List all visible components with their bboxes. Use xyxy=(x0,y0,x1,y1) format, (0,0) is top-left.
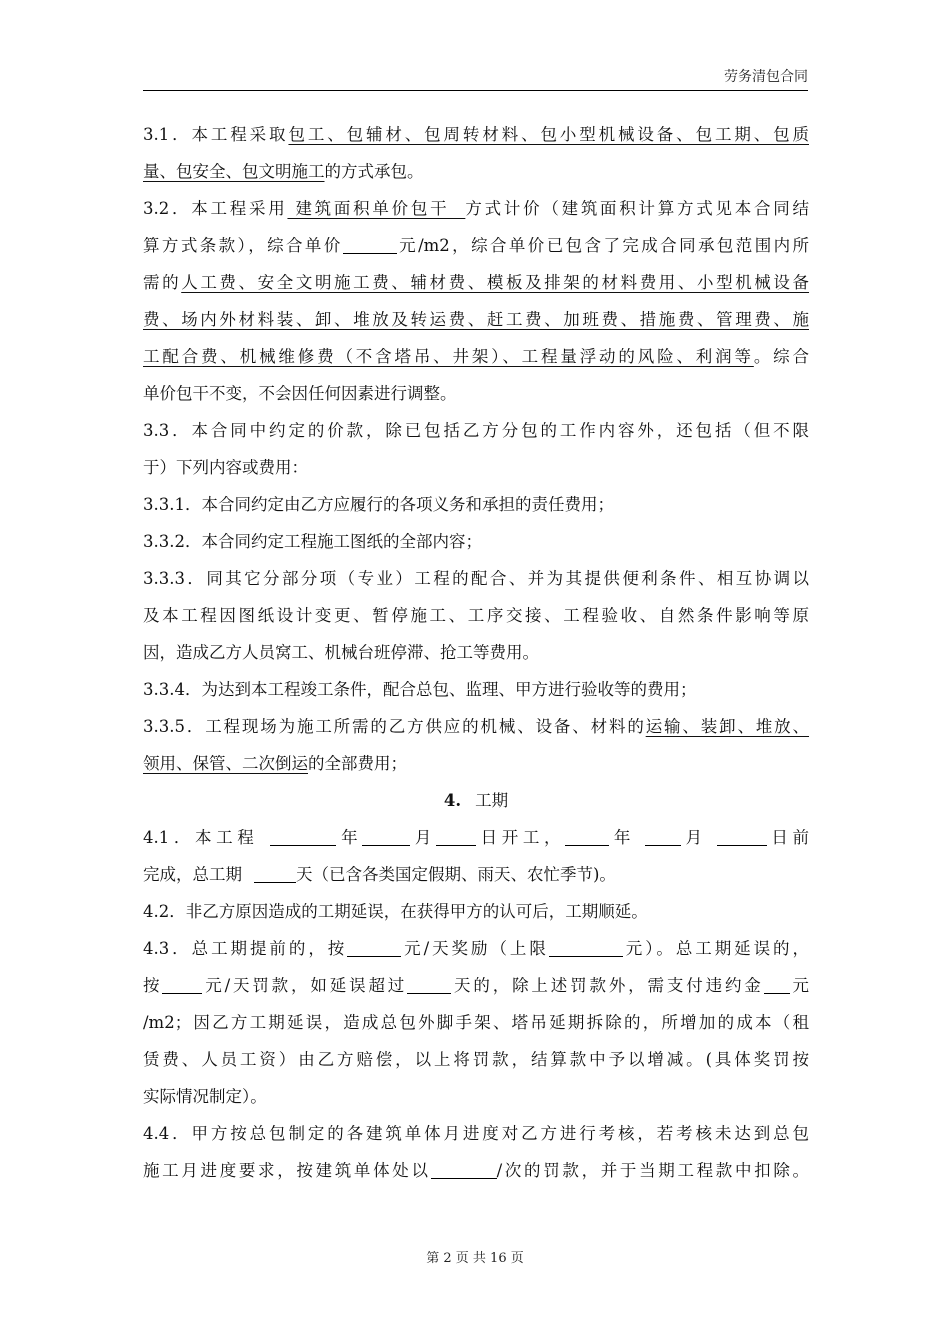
clause-3-2-line-2: 算方式条款），综合单价 元/m2，综合单价已包含了完成合同承包范围内所 xyxy=(143,236,810,255)
section-4-heading: 4. 工期 xyxy=(443,791,509,810)
end-month-blank xyxy=(645,827,681,846)
start-month-blank xyxy=(362,827,410,846)
clause-3-2-line-4: 费、场内外材料装、卸、堆放及转运费、赶工费、加班费、措施费、管理费、施 xyxy=(143,310,809,329)
clause-3-3-line-2: 于）下列内容或费用： xyxy=(143,458,308,477)
end-year-blank xyxy=(565,827,609,846)
clause-4-3-line-2: 按 元/天罚款，如延误超过 天的，除上述罚款外，需支付违约金 元 xyxy=(143,976,810,995)
clause-4-4-line-2: 施工月进度要求，按建筑单体处以 /次的罚款，并于当期工程款中扣除。 xyxy=(143,1161,810,1180)
clause-3-2-line-1: 3.2．本工程采用 建筑面积单价包干 方式计价（建筑面积计算方式见本合同结 xyxy=(143,199,809,218)
clause-4-3-line-5: 实际情况制定）。 xyxy=(143,1087,267,1106)
penalty-per-day-blank xyxy=(162,975,202,994)
start-year-blank xyxy=(270,827,336,846)
document-body xyxy=(143,116,809,1189)
clause-4-1-line-2: 完成，总工期 天（已含各类国定假期、雨天、农忙季节)。 xyxy=(143,865,616,884)
clause-4-4-line-1: 4.4．甲方按总包制定的各建筑单体月进度对乙方进行考核，若考核未达到总包 xyxy=(143,1124,809,1143)
clause-3-3-1: 3.3.1．本合同约定由乙方应履行的各项义务和承担的责任费用； xyxy=(143,495,614,514)
clause-3-3-3-line-1: 3.3.3．同其它分部分项（专业）工程的配合、并为其提供便利条件、相互协调以 xyxy=(143,569,810,588)
reward-per-day-blank xyxy=(347,938,401,957)
clause-3-2-line-5: 工配合费、机械维修费（不含塔吊、井架）、工程量浮动的风险、利润等。综合 xyxy=(143,347,810,366)
clause-3-3-4: 3.3.4．为达到本工程竣工条件，配合总包、监理、甲方进行验收等的费用； xyxy=(143,680,697,699)
clause-3-3-5-line-1: 3.3.5．工程现场为施工所需的乙方供应的机械、设备、材料的运输、装卸、堆放、 xyxy=(143,717,810,736)
total-duration-blank xyxy=(254,864,296,883)
clause-3-2-line-6: 单价包干不变，不会因任何因素进行调整。 xyxy=(143,384,457,403)
end-day-blank xyxy=(717,827,767,846)
clause-3-3-3-line-3: 因，造成乙方人员窝工、机械台班停滞、抢工等费用。 xyxy=(143,643,539,662)
clause-4-1-line-1: 4.1．本工程 年 月 日开工， 年 月 日前 xyxy=(143,828,810,847)
clause-4-3-line-1: 4.3．总工期提前的，按 元/天奖励（上限 元）。总工期延误的， xyxy=(143,939,810,958)
clause-3-3-2: 3.3.2．本合同约定工程施工图纸的全部内容； xyxy=(143,532,482,551)
start-day-blank xyxy=(436,827,476,846)
reward-cap-blank xyxy=(549,938,623,957)
delay-days-blank xyxy=(407,975,451,994)
clause-3-1-line-2: 量、包安全、包文明施工的方式承包。 xyxy=(143,162,424,181)
clause-3-2-line-3: 需的人工费、安全文明施工费、辅材费、模板及排架的材料费用、小型机械设备 xyxy=(143,273,810,292)
unit-price-blank xyxy=(343,235,397,254)
header-rule xyxy=(143,90,808,91)
clause-4-3-line-3: /m2；因乙方工期延误，造成总包外脚手架、塔吊延期拆除的，所增加的成本（租 xyxy=(143,1013,809,1032)
liquidated-damages-blank xyxy=(764,975,790,994)
clause-3-3-3-line-2: 及本工程因图纸设计变更、暂停施工、工序交接、工程验收、自然条件影响等原 xyxy=(143,606,809,625)
clause-3-3-line-1: 3.3．本合同中约定的价款，除已包括乙方分包的工作内容外，还包括（但不限 xyxy=(143,421,809,440)
clause-4-3-line-4: 赁费、人员工资）由乙方赔偿，以上将罚款，结算款中予以增减。(具体奖罚按 xyxy=(143,1050,809,1069)
page-number: 第 2 页 共 16 页 xyxy=(426,1251,524,1266)
clause-3-1-line-1: 3.1．本工程采取包工、包辅材、包周转材料、包小型机械设备、包工期、包质 xyxy=(143,125,809,144)
clause-3-3-5-line-2: 领用、保管、二次倒运的全部费用； xyxy=(143,754,407,773)
header-title: 劳务清包合同 xyxy=(724,69,808,85)
clause-4-2: 4.2．非乙方原因造成的工期延误，在获得甲方的认可后，工期顺延。 xyxy=(143,902,648,921)
monthly-penalty-blank xyxy=(431,1160,497,1179)
